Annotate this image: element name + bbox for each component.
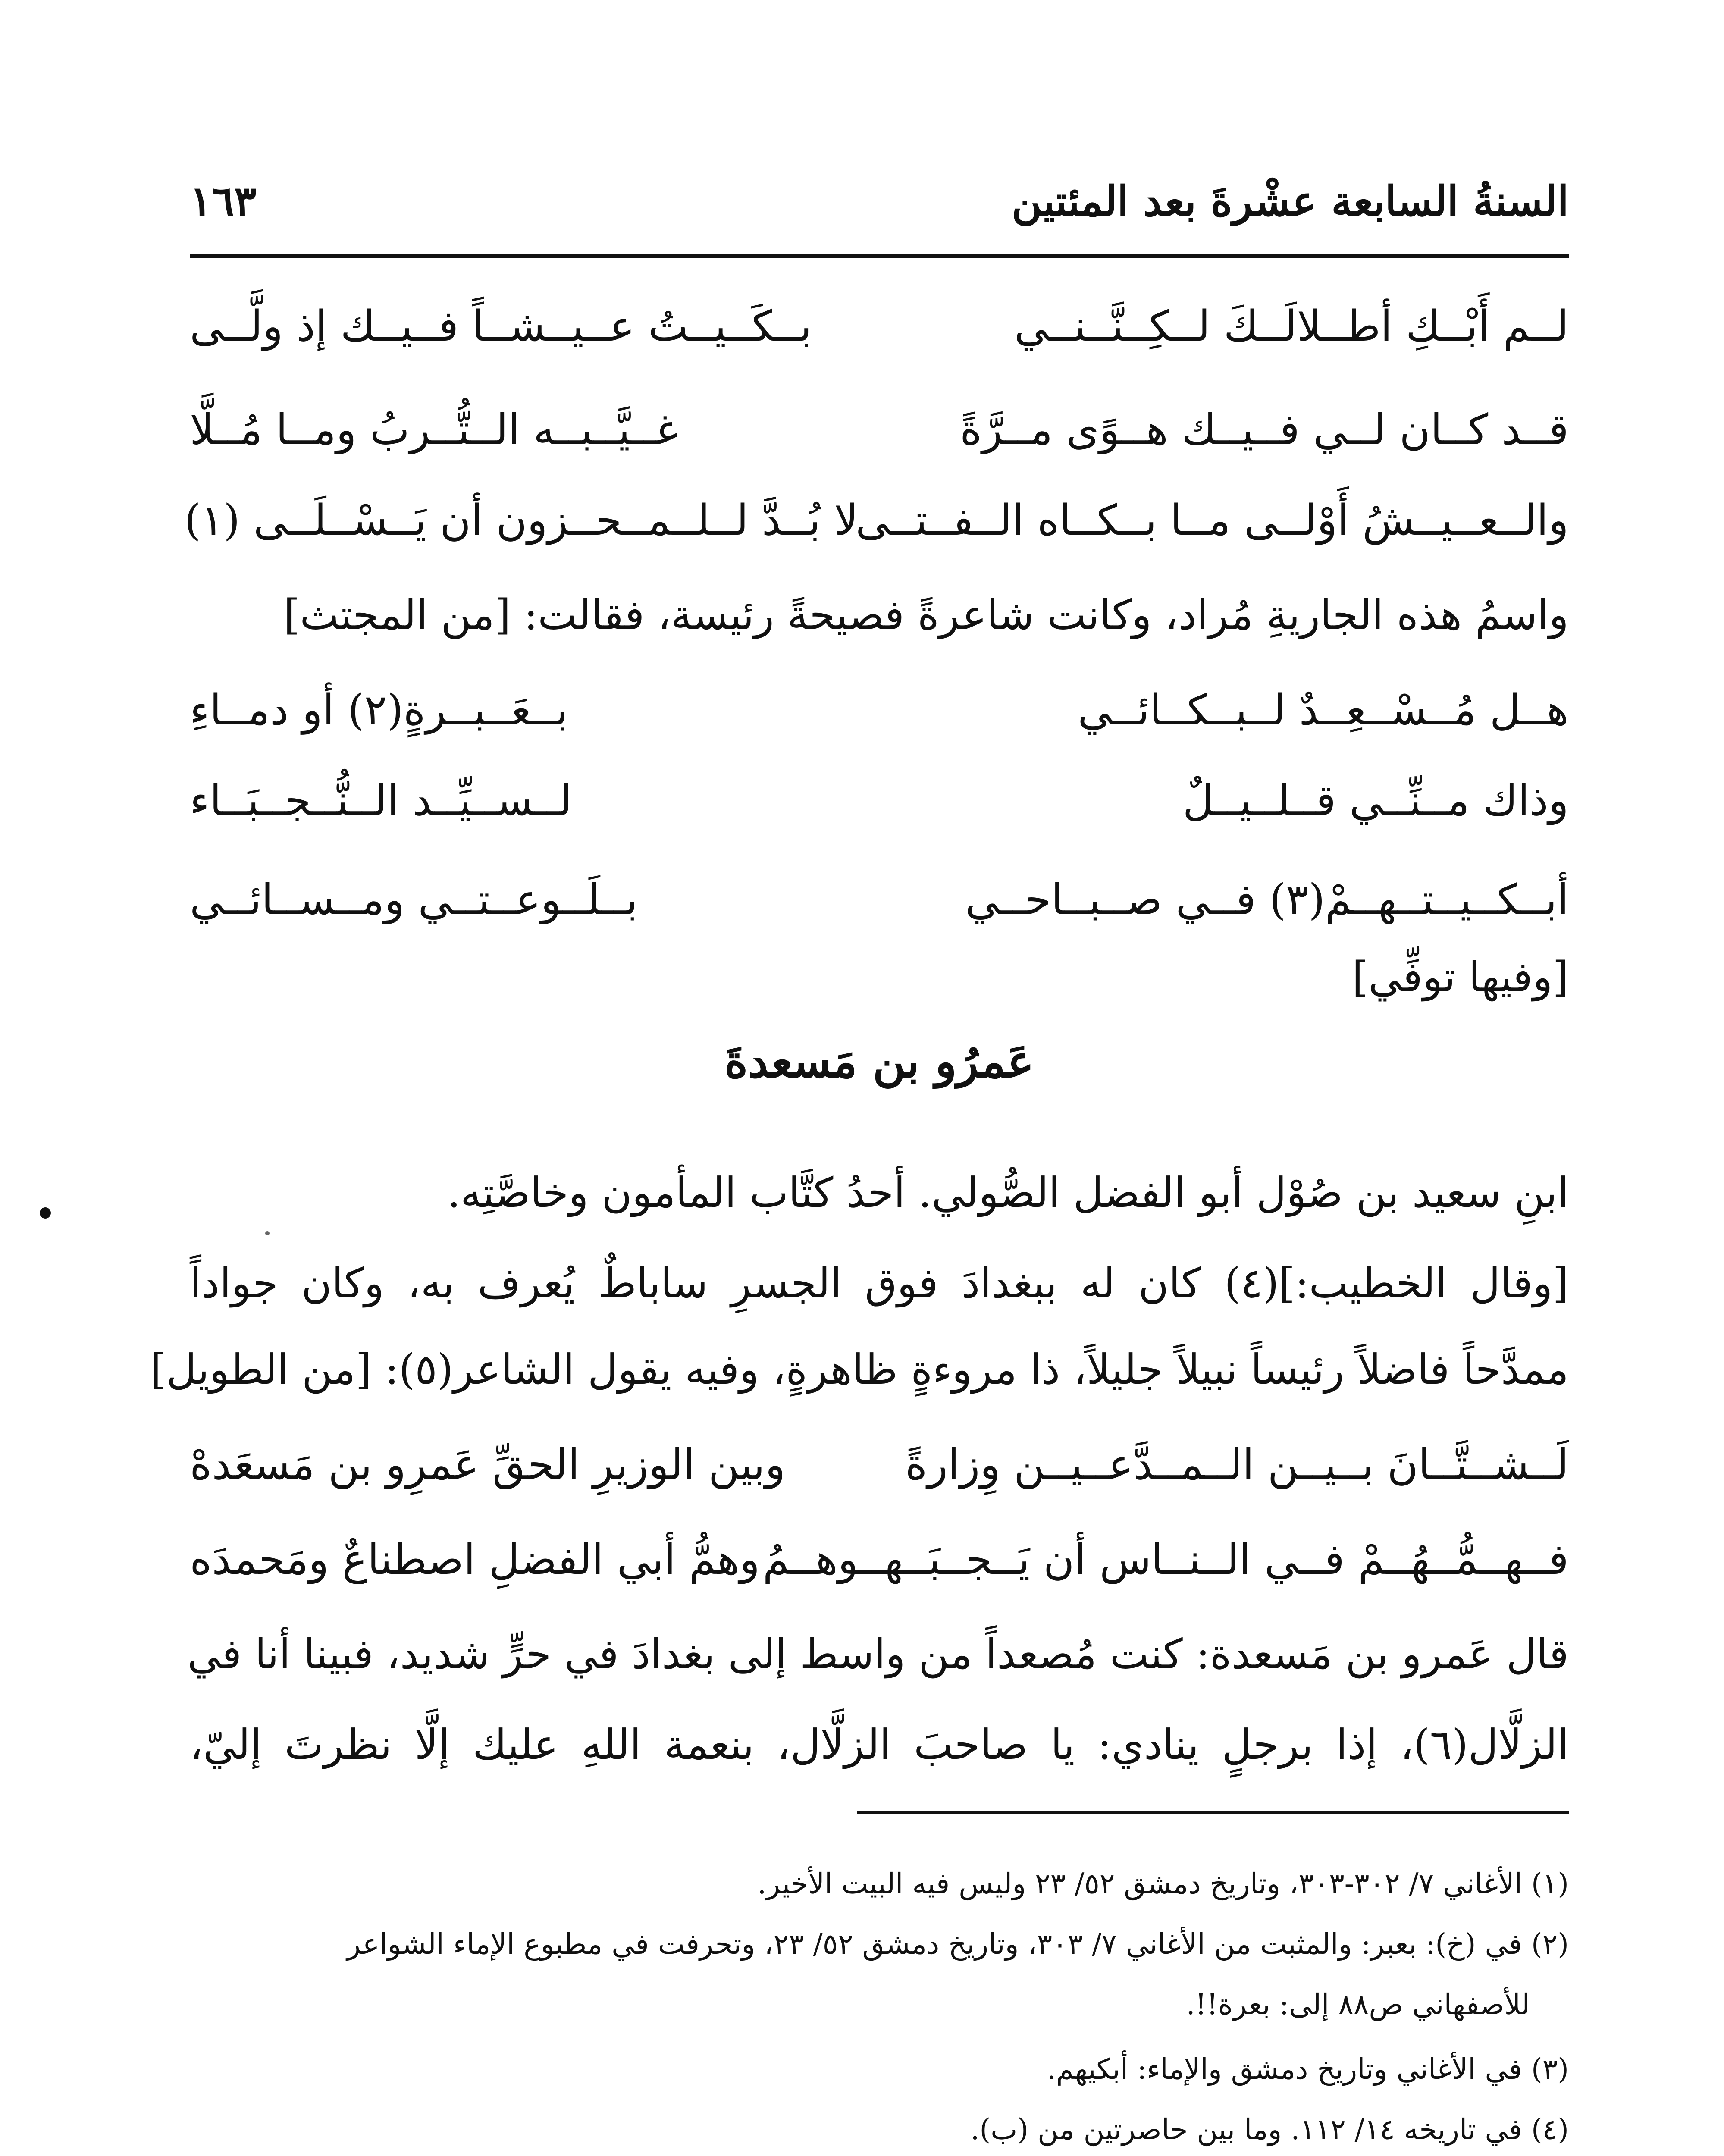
verse-hemistich-first: لــم أَبْــكِ أطــلالَــكَ لــكِــنَّــنــي [1014,302,1569,351]
page-number: ١٦٣ [190,177,257,226]
footnote: (٤) في تاريخه ١٤/ ١١٢. وما بين حاصرتين من (ب). [970,2113,1569,2146]
verse-hemistich-second: بــعَــبــرةٍ(٢) أو دمــاءِ [190,686,568,735]
scan-speck [40,1207,51,1219]
running-title: السنةُ السابعة عشْرةَ بعد المئتين [1011,177,1569,226]
verse-hemistich-second: بــلَــوعــتــي ومــســائــي [190,875,638,924]
verse-hemistich-first: لَــشــتَّــانَ بــيــن الــمــدَّعــيــن وِزارةً [905,1440,1569,1489]
footnote: (١) الأغاني ٧/ ٣٠٢-٣٠٣، وتاريخ دمشق ٥٢/ ٢٣ وليس فيه البيت الأخير. [757,1867,1569,1900]
verse-row [190,1535,1569,1600]
verse-hemistich-second: وبين الوزيرِ الحقِّ عَمرِو بن مَسعَدهْ [190,1440,786,1489]
verse-row [190,405,1569,470]
verse-row [190,875,1569,940]
verse-row [190,686,1569,750]
verse-row [190,776,1569,841]
poem-note: [وفيها توفِّي] [1352,953,1569,1001]
footnote-continuation: للأصفهاني ص٨٨ إلى: بعرة!!. [1186,1988,1530,2021]
paragraph-line: ابنِ سعيد بن صُوْل أبو الفضل الصُّولي. أحدُ كتَّاب المأمون وخاصَّتِه. [447,1169,1569,1217]
verse-hemistich-first: والــعــيــشُ أَوْلــى مــا بــكــاه الــفــتــى [856,496,1569,545]
verse-hemistich-first: هــل مُــسْــعِــدٌ لــبــكــائــي [1078,686,1569,735]
verse-hemistich-second: وهمُّ أبي الفضلِ اصطناعٌ ومَحمدَه [190,1535,760,1584]
footnote-divider [857,1811,1569,1814]
footnote: (٣) في الأغاني وتاريخ دمشق والإماء: أبكيهم. [1047,2053,1569,2086]
paragraph-line: الزلَّال(٦)، إذا برجلٍ ينادي: يا صاحبَ الزلَّال، بنعمة اللهِ عليك إلَّا نظرتَ إليّ، [190,1720,1569,1769]
verse-hemistich-first: أبــكــيــتــهــمْ(٣) فــي صــبــاحــي [965,875,1569,924]
intro-line: واسمُ هذه الجاريةِ مُراد، وكانت شاعرةً فصيحةً رئيسة، فقالت: [من المجتث] [283,591,1569,639]
verse-hemistich-first: قــد كــان لــي فــيــك هــوًى مــرَّةً [960,405,1569,454]
verse-hemistich-first: فــهــمُّــهُــمْ فــي الــنــاس أن يَــجــبَــهــوهــمُ [762,1535,1569,1584]
verse-row [190,1440,1569,1505]
paragraph-line: قال عَمرو بن مَسعدة: كنت مُصعداً من واسط إلى بغدادَ في حرٍّ شديد، فبينا أنا في [187,1630,1569,1678]
verse-hemistich-second: لــســيِّــد الــنُّــجــبَــاء [190,776,572,825]
verse-row [184,496,1569,561]
verse-row [190,302,1569,367]
verse-hemistich-second: بــكَــيــتُ عــيــشــاً فــيــك إذ ولَّــى [190,302,812,351]
verse-hemistich-first: وذاك مــنِّــي قــلــيــلٌ [1182,776,1569,825]
verse-hemistich-second: لا بُــدَّ لــلــمــحــزون أن يَــسْــلَــى (١) [184,496,858,545]
footnote: (٢) في (خ): بعبر: والمثبت من الأغاني ٧/ ٣٠٣، وتاريخ دمشق ٥٢/ ٢٣، وتحرفت في مطبوع الإماء الشواعر [347,1927,1569,1961]
scan-speck [265,1231,270,1235]
header-divider [190,254,1569,258]
verse-hemistich-second: غــيَّــبــه الــتُّــربُ ومــا مُــلَّا [190,405,678,454]
paragraph-line: ممدَّحاً فاضلاً رئيساً نبيلاً جليلاً، ذا مروءةٍ ظاهرةٍ، وفيه يقول الشاعر(٥): [من الطويل] [150,1345,1569,1394]
section-title: عَمرُو بن مَسعدةَ [724,1035,1034,1088]
paragraph-line: [وقال الخطيب:](٤) كان له ببغدادَ فوق الجسرِ ساباطٌ يُعرف به، وكان جواداً [190,1259,1569,1307]
